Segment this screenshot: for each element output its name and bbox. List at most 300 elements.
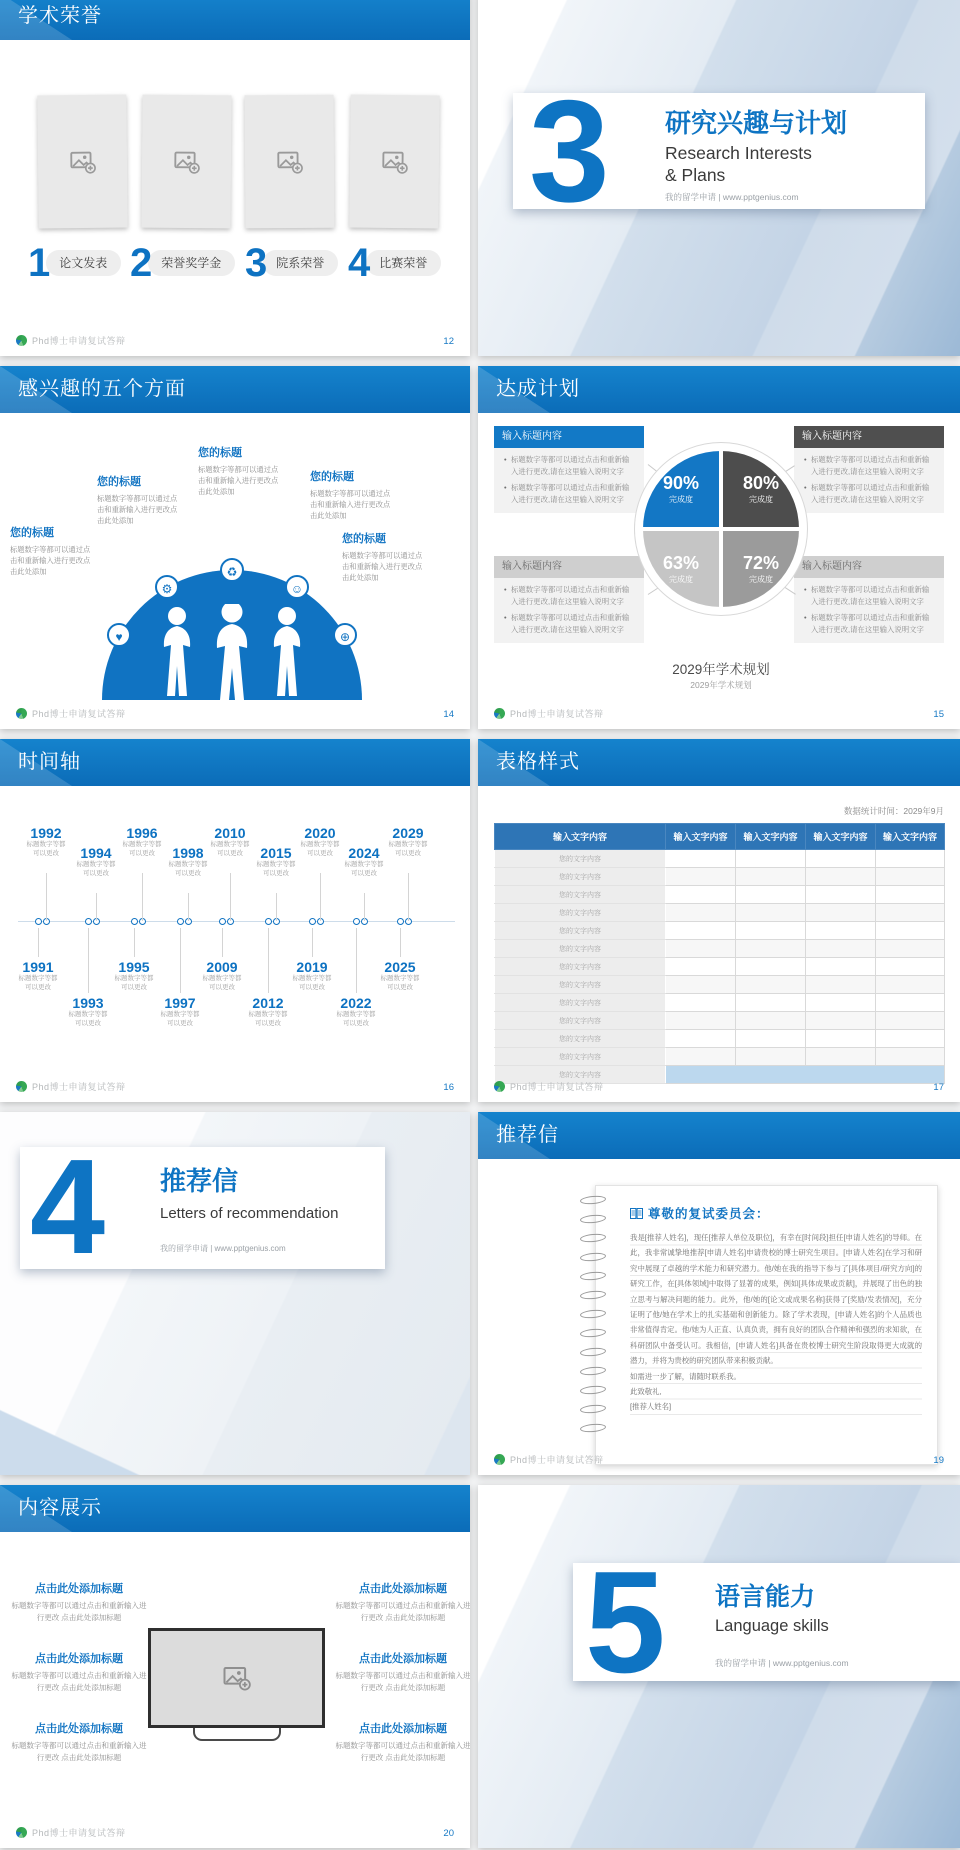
slide-thumb-section5[interactable] <box>478 1485 960 1848</box>
slide-thumb-honors[interactable] <box>0 0 470 356</box>
brand-text: Phd博士申请复试答辩 <box>32 709 126 719</box>
plan-bullet: • 标题数字等都可以通过点击和重新输入进行更改,请在这里输入说明文字 <box>504 584 636 607</box>
slide-thumb-table[interactable] <box>478 739 960 1102</box>
row-label: 您的文字内容 <box>495 904 666 922</box>
honor-number: 4 <box>348 241 371 285</box>
letter-closing-line: 此致敬礼, <box>630 1387 662 1397</box>
slide-thumb-plan[interactable] <box>478 366 960 729</box>
block-body: 标题数字等都可以通过点击和重新输入进行更改点击此处添加 <box>342 551 423 582</box>
honor-label: 比赛荣誉 <box>366 250 441 276</box>
text-block <box>198 444 284 497</box>
block-body: 标题数字等都可以通过点击和重新输入进行更改点击此处添加 <box>310 489 391 520</box>
table-cell <box>876 868 945 886</box>
pie-quadrant-63 <box>643 531 719 607</box>
plan-box-header: 输入标题内容 <box>494 556 644 578</box>
timeline-stem <box>276 893 277 921</box>
table-cell <box>806 922 876 940</box>
year-value: 2010 <box>214 825 246 841</box>
table-cell <box>806 976 876 994</box>
pie-label: 完成度 <box>749 494 773 504</box>
table-cell <box>876 994 945 1012</box>
content-block <box>332 1580 470 1623</box>
brand-logo-icon <box>494 1081 505 1092</box>
data-table <box>494 823 945 1084</box>
page-number: 16 <box>443 1082 454 1093</box>
table-cell <box>666 868 736 886</box>
completion-pie-chart <box>643 451 799 607</box>
plan-bullet: • 标题数字等都可以通过点击和重新输入进行更改,请在这里输入说明文字 <box>804 482 936 505</box>
image-placeholder-card[interactable] <box>349 95 439 229</box>
image-placeholder-card[interactable] <box>245 95 335 229</box>
table-header-cell: 输入文字内容 <box>666 824 736 850</box>
year-value: 2024 <box>348 845 380 861</box>
content-block <box>8 1580 150 1623</box>
section-subtitle: Language skills <box>715 1617 829 1635</box>
content-block <box>8 1720 150 1763</box>
content-block <box>8 1650 150 1693</box>
table-row <box>495 976 945 994</box>
table-row <box>495 1012 945 1030</box>
slide-footer <box>494 707 604 720</box>
honor-item <box>28 243 121 283</box>
slide-title: 表格样式 <box>496 751 580 773</box>
plan-box-top-left <box>494 426 644 513</box>
table-cell <box>666 976 736 994</box>
plan-caption: 2029年学术规划 <box>672 662 770 677</box>
timeline-stem <box>268 928 269 993</box>
year-note: 标题数字等都 可以更改 <box>248 1011 288 1027</box>
year-note: 标题数字等都 可以更改 <box>202 975 242 991</box>
honor-item <box>130 243 235 283</box>
section-card <box>20 1131 385 1282</box>
table-cell <box>876 958 945 976</box>
slide-footer <box>16 1080 126 1093</box>
table-cell <box>736 904 806 922</box>
year-value: 1995 <box>118 959 150 975</box>
slide-footer <box>494 1453 604 1466</box>
plan-subcaption: 2029年学术规划 <box>690 680 752 690</box>
table-cell <box>806 958 876 976</box>
slide-header-bar <box>0 0 470 40</box>
year-note: 标题数字等都 可以更改 <box>114 975 154 991</box>
plan-bullet: • 标题数字等都可以通过点击和重新输入进行更改,请在这里输入说明文字 <box>504 454 636 477</box>
timeline-dot <box>265 918 272 925</box>
text-block <box>10 524 92 577</box>
pie-value: 90% <box>662 472 700 493</box>
year-note: 标题数字等都 可以更改 <box>344 861 384 877</box>
timeline-dot <box>397 918 404 925</box>
slide-thumb-content[interactable] <box>0 1485 470 1848</box>
section-title: 研究兴趣与计划 <box>665 108 848 138</box>
table-row <box>495 940 945 958</box>
row-label: 您的文字内容 <box>495 1066 666 1084</box>
honor-label: 论文发表 <box>46 250 121 276</box>
table-header-cell: 输入文字内容 <box>736 824 806 850</box>
text-block <box>97 473 179 526</box>
year-value: 1994 <box>80 845 112 861</box>
year-value: 1996 <box>126 825 158 841</box>
table-cell <box>806 1030 876 1048</box>
section-title: 语言能力 <box>715 1583 816 1611</box>
globe-icon <box>333 623 357 647</box>
table-cell <box>736 1030 806 1048</box>
honor-item <box>348 243 441 283</box>
year-value: 2009 <box>206 959 238 975</box>
timeline-dot <box>353 918 360 925</box>
row-label: 您的文字内容 <box>495 1048 666 1066</box>
honor-item <box>245 243 338 283</box>
year-note: 标题数字等都 可以更改 <box>168 861 208 877</box>
pie-value: 72% <box>742 552 780 573</box>
brand-text: Phd博士申请复试答辩 <box>510 709 604 719</box>
timeline-dot <box>219 918 226 925</box>
table-cell <box>876 1012 945 1030</box>
recycle-icon <box>220 558 244 582</box>
timeline-year <box>233 995 303 1028</box>
section-card <box>513 70 925 232</box>
plan-box-bottom-right <box>794 556 944 643</box>
row-label: 您的文字内容 <box>495 886 666 904</box>
timeline-dot <box>309 918 316 925</box>
add-image-icon <box>380 147 408 175</box>
plan-bullet: • 标题数字等都可以通过点击和重新输入进行更改,请在这里输入说明文字 <box>804 454 936 477</box>
table-row <box>495 886 945 904</box>
row-label: 您的文字内容 <box>495 868 666 886</box>
table-cell <box>736 1012 806 1030</box>
table-cell <box>666 1012 736 1030</box>
slide-header-bar <box>0 739 470 786</box>
timeline-stem <box>364 893 365 921</box>
table-row <box>495 904 945 922</box>
block-title: 您的标题 <box>198 447 242 459</box>
brand-logo-icon <box>494 1454 505 1465</box>
letter-salutation <box>630 1204 770 1222</box>
page-number: 17 <box>933 1082 944 1093</box>
slide-thumb-letter[interactable] <box>478 1112 960 1475</box>
pie-quadrant-90 <box>643 451 719 527</box>
letter-body <box>630 1230 922 1415</box>
year-note: 标题数字等都 可以更改 <box>336 1011 376 1027</box>
recycle-glyph: ♻ <box>226 565 238 579</box>
table-cell <box>806 868 876 886</box>
page-number: 19 <box>933 1455 944 1466</box>
slide-header-bar <box>0 366 470 413</box>
block-title: 点击此处添加标题 <box>359 1583 447 1595</box>
block-title: 点击此处添加标题 <box>359 1723 447 1735</box>
table-cell <box>666 850 736 868</box>
timeline-year <box>99 959 169 992</box>
table-cell <box>666 922 736 940</box>
timeline-year <box>321 995 391 1028</box>
year-note: 标题数字等都 可以更改 <box>26 841 66 857</box>
brand-text: Phd博士申请复试答辩 <box>32 1082 126 1092</box>
table-row <box>495 850 945 868</box>
timeline-stem <box>230 873 231 921</box>
pie-label: 完成度 <box>749 574 773 584</box>
globe-glyph: ⊕ <box>339 630 351 644</box>
timeline-stem <box>188 893 189 921</box>
row-label: 您的文字内容 <box>495 1030 666 1048</box>
gear-icon <box>155 575 179 599</box>
table-row <box>495 1030 945 1048</box>
brand-text: Phd博士申请复试答辩 <box>510 1082 604 1092</box>
timeline-dot <box>35 918 42 925</box>
heart-glyph: ♥ <box>115 630 123 644</box>
table-cell <box>666 958 736 976</box>
timeline-stem <box>88 928 89 993</box>
year-value: 2022 <box>340 995 372 1011</box>
timeline-dot <box>85 918 92 925</box>
table-cell <box>876 940 945 958</box>
page-number: 12 <box>443 336 454 347</box>
table-header-cell: 输入文字内容 <box>876 824 945 850</box>
year-note: 标题数字等都 可以更改 <box>160 1011 200 1027</box>
block-body: 标题数字等都可以通过点击和重新输入进行更改点击此处添加 <box>10 545 91 576</box>
table-cell <box>736 976 806 994</box>
table-cell <box>876 922 945 940</box>
section-tagline: 我的留学申请 | www.pptgenius.com <box>665 192 799 202</box>
section-title: 推荐信 <box>160 1166 239 1196</box>
block-body: 标题数字等都可以通过点击和重新输入进行更改点击此处添加 <box>198 465 279 496</box>
person-icon <box>285 575 309 599</box>
timeline-stem <box>38 928 39 957</box>
pie-value: 63% <box>662 552 700 573</box>
brand-logo-icon <box>16 708 27 719</box>
year-note: 标题数字等都 可以更改 <box>68 1011 108 1027</box>
slide-thumb-timeline[interactable] <box>0 739 470 1102</box>
table-row <box>495 1048 945 1066</box>
block-body: 标题数字等都可以通过点击和重新输入进行更改 点击此处添加标题 <box>11 1601 147 1622</box>
table-cell <box>736 886 806 904</box>
table-cell <box>736 850 806 868</box>
year-note: 标题数字等都 可以更改 <box>380 975 420 991</box>
section-number: 5 <box>585 1541 666 1703</box>
table-cell <box>736 994 806 1012</box>
add-image-icon <box>172 147 200 175</box>
brand-logo-icon <box>16 1081 27 1092</box>
honor-label: 荣誉奖学金 <box>148 250 235 276</box>
table-cell <box>736 868 806 886</box>
table-cell <box>876 976 945 994</box>
timeline-year <box>53 995 123 1028</box>
table-cell <box>736 940 806 958</box>
timeline-year <box>373 825 443 858</box>
monitor-placeholder[interactable] <box>148 1628 325 1728</box>
pie-quadrant-72 <box>723 531 799 607</box>
table-cell <box>736 1048 806 1066</box>
brand-logo-icon <box>16 1827 27 1838</box>
table-cell <box>666 904 736 922</box>
timeline-year <box>365 959 435 992</box>
block-title: 点击此处添加标题 <box>35 1653 123 1665</box>
brand-logo-icon <box>16 335 27 346</box>
page-number: 14 <box>443 709 454 720</box>
section-subtitle-line2: & Plans <box>665 165 726 185</box>
table-cell <box>876 886 945 904</box>
timeline-stem <box>356 928 357 993</box>
block-title: 您的标题 <box>310 471 354 483</box>
block-body: 标题数字等都可以通过点击和重新输入进行更改 点击此处添加标题 <box>335 1601 470 1622</box>
slide-title: 时间轴 <box>18 751 81 773</box>
plan-box-header: 输入标题内容 <box>794 426 944 448</box>
row-label: 您的文字内容 <box>495 1012 666 1030</box>
person-glyph: ☺ <box>290 582 304 596</box>
slide-thumb-five-aspects[interactable] <box>0 366 470 729</box>
timeline-dot <box>177 918 184 925</box>
year-note: 标题数字等都 可以更改 <box>292 975 332 991</box>
pie-label: 完成度 <box>669 494 693 504</box>
timeline-year <box>277 959 347 992</box>
block-title: 您的标题 <box>342 533 386 545</box>
year-note: 标题数字等都 可以更改 <box>388 841 428 857</box>
table-cell <box>806 904 876 922</box>
slide-thumb-section3[interactable] <box>478 0 960 356</box>
brand-text: Phd博士申请复试答辩 <box>32 1828 126 1838</box>
content-block <box>332 1720 470 1763</box>
row-label: 您的文字内容 <box>495 958 666 976</box>
table-cell <box>666 940 736 958</box>
highlighted-cell <box>666 1066 945 1084</box>
gear-glyph: ⚙ <box>161 582 173 596</box>
year-note: 标题数字等都 可以更改 <box>76 861 116 877</box>
slide-title: 推荐信 <box>496 1124 559 1146</box>
section-tagline: 我的留学申请 | www.pptgenius.com <box>160 1244 286 1253</box>
timeline-axis <box>18 921 455 922</box>
plan-bullet: • 标题数字等都可以通过点击和重新输入进行更改,请在这里输入说明文字 <box>804 584 936 607</box>
plan-bullet: • 标题数字等都可以通过点击和重新输入进行更改,请在这里输入说明文字 <box>804 612 936 635</box>
honor-number: 3 <box>245 241 268 285</box>
year-value: 2020 <box>304 825 336 841</box>
honor-label: 院系荣誉 <box>263 250 338 276</box>
table-cell <box>666 1048 736 1066</box>
pie-value: 80% <box>742 472 780 493</box>
people-group-icon <box>147 604 317 700</box>
table-cell <box>666 886 736 904</box>
page-number: 15 <box>933 709 944 720</box>
year-value: 2019 <box>296 959 328 975</box>
year-value: 2025 <box>384 959 416 975</box>
pie-label: 完成度 <box>669 574 693 584</box>
block-body: 标题数字等都可以通过点击和重新输入进行更改 点击此处添加标题 <box>11 1671 147 1692</box>
timeline-stem <box>142 873 143 921</box>
table-cell <box>876 1048 945 1066</box>
table-cell <box>666 1030 736 1048</box>
block-body: 标题数字等都可以通过点击和重新输入进行更改 点击此处添加标题 <box>335 1671 470 1692</box>
timeline-stem <box>408 873 409 921</box>
honor-number: 2 <box>130 241 153 285</box>
slide-footer <box>16 334 126 347</box>
section-tagline: 我的留学申请 | www.pptgenius.com <box>715 1658 849 1668</box>
letter-closing-line: 如需进一步了解，请随时联系我。 <box>630 1371 741 1381</box>
plan-bullet: • 标题数字等都可以通过点击和重新输入进行更改,请在这里输入说明文字 <box>504 612 636 635</box>
table-cell <box>666 994 736 1012</box>
timeline-stem <box>320 873 321 921</box>
year-value: 2029 <box>392 825 424 841</box>
slide-header-bar <box>478 739 960 786</box>
table-header-row <box>495 824 945 850</box>
plan-box-bottom-left <box>494 556 644 643</box>
year-note: 标题数字等都 可以更改 <box>210 841 250 857</box>
plan-bullet: • 标题数字等都可以通过点击和重新输入进行更改,请在这里输入说明文字 <box>504 482 636 505</box>
table-stat-note: 数据统计时间：2029年9月 <box>843 806 944 816</box>
timeline-stem <box>180 928 181 993</box>
block-title: 点击此处添加标题 <box>35 1583 123 1595</box>
row-label: 您的文字内容 <box>495 994 666 1012</box>
brand-text: Phd博士申请复试答辩 <box>32 336 126 346</box>
table-row <box>495 994 945 1012</box>
letter-signature: [推荐人姓名] <box>630 1402 672 1412</box>
row-label: 您的文字内容 <box>495 850 666 868</box>
table-row <box>495 922 945 940</box>
image-placeholder-card[interactable] <box>141 95 231 229</box>
table-cell <box>876 1030 945 1048</box>
slide-thumb-section4[interactable] <box>0 1112 470 1475</box>
year-note: 标题数字等都 可以更改 <box>256 861 296 877</box>
letter-paper <box>595 1185 938 1465</box>
section-number: 4 <box>30 1131 106 1282</box>
timeline-stem <box>96 893 97 921</box>
book-icon <box>630 1208 643 1219</box>
year-value: 1993 <box>72 995 104 1011</box>
row-label: 您的文字内容 <box>495 976 666 994</box>
slide-header-bar <box>478 1112 960 1159</box>
image-placeholder-card[interactable] <box>37 95 127 229</box>
table-cell <box>876 850 945 868</box>
slide-title: 感兴趣的五个方面 <box>18 378 186 400</box>
content-block <box>332 1650 470 1693</box>
block-title: 您的标题 <box>97 476 141 488</box>
table-header-cell: 输入文字内容 <box>495 824 666 850</box>
table-cell <box>806 940 876 958</box>
table-cell <box>736 958 806 976</box>
timeline-stem <box>222 928 223 957</box>
page-number: 20 <box>443 1828 454 1839</box>
timeline-stem <box>46 873 47 921</box>
plan-box-header: 输入标题内容 <box>494 426 644 448</box>
section-number: 3 <box>529 70 610 232</box>
text-block <box>342 530 424 583</box>
brand-logo-icon <box>494 708 505 719</box>
table-cell <box>876 904 945 922</box>
block-body: 标题数字等都可以通过点击和重新输入进行更改 点击此处添加标题 <box>11 1741 147 1762</box>
year-value: 1998 <box>172 845 204 861</box>
slide-title: 达成计划 <box>496 378 580 400</box>
brand-text: Phd博士申请复试答辩 <box>510 1455 604 1465</box>
honor-number: 1 <box>28 241 51 285</box>
section-subtitle-line1: Research Interests <box>665 143 812 163</box>
block-title: 点击此处添加标题 <box>35 1723 123 1735</box>
timeline-year <box>187 959 257 992</box>
plan-box-header: 输入标题内容 <box>794 556 944 578</box>
table-cell <box>736 922 806 940</box>
year-value: 2015 <box>260 845 292 861</box>
year-note: 标题数字等都 可以更改 <box>300 841 340 857</box>
year-value: 2012 <box>252 995 284 1011</box>
slide-title: 学术荣誉 <box>18 5 102 27</box>
block-title: 点击此处添加标题 <box>359 1653 447 1665</box>
table-cell <box>806 886 876 904</box>
year-note: 标题数字等都 可以更改 <box>18 975 58 991</box>
block-body: 标题数字等都可以通过点击和重新输入进行更改 点击此处添加标题 <box>335 1741 470 1762</box>
timeline-stem <box>134 928 135 957</box>
text-block <box>310 468 392 521</box>
timeline-dot <box>131 918 138 925</box>
timeline-stem <box>312 928 313 957</box>
timeline-stem <box>400 928 401 957</box>
heart-icon <box>107 623 131 647</box>
year-value: 1997 <box>164 995 196 1011</box>
slide-footer <box>16 1826 126 1839</box>
